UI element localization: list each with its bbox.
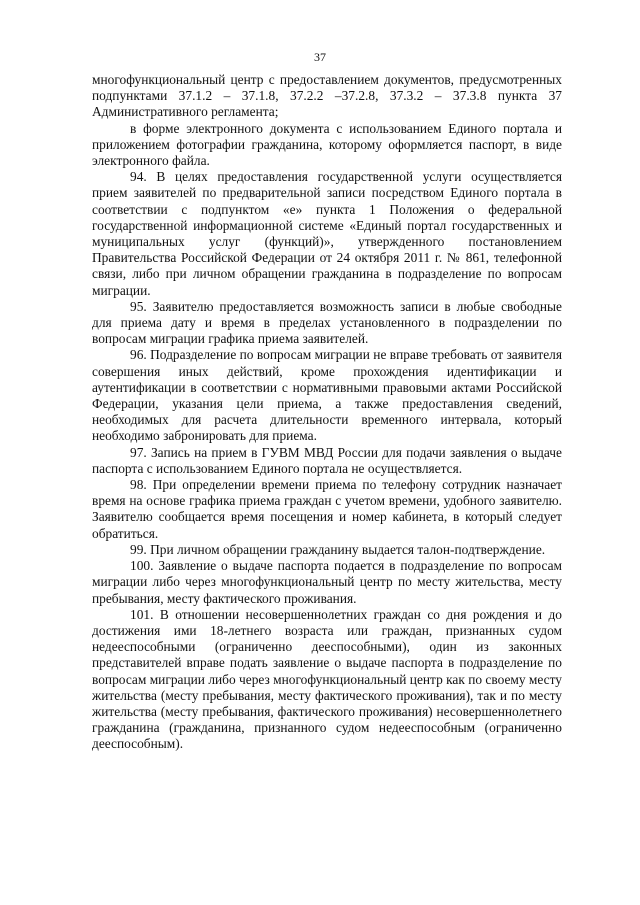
- paragraph-94: 94. В целях предоставления государственной услуги осуществляется прием заявителей по предварительной записи посредством Единого портала в соответствии с подпунктом «е» пункта 1 Положения о федеральной государственной информационной системе «Единый портал государственных и муниципальных услуг (функций)», утвержденного постановлением Правительства Российской Федерации от 24 октября 2011 г. № 861, телефонной связи, либо при личном обращении гражданина в подразделение по вопросам миграции.: [92, 169, 562, 298]
- paragraph-98: 98. При определении времени приема по телефону сотрудник назначает время на основе графика приема граждан с учетом времени, удобного заявителю. Заявителю сообщается время посещения и номер кабинета, в который следует обратиться.: [92, 477, 562, 541]
- paragraph-95: 95. Заявителю предоставляется возможность записи в любые свободные для приема дату и время в пределах установленного в подразделении по вопросам миграции графика приема заявителей.: [92, 298, 562, 347]
- page-number: 37: [314, 50, 326, 64]
- document-body: [92, 72, 562, 753]
- paragraph-99: 99. При личном обращении гражданину выдается талон-подтверждение.: [130, 541, 546, 557]
- paragraph-100: 100. Заявление о выдаче паспорта подается в подразделение по вопросам миграции либо через многофункциональный центр по месту жительства, месту пребывания, месту фактического проживания.: [92, 558, 562, 606]
- paragraph-continuation-multifunctional-center: многофункциональный центр с предоставлением документов, предусмотренных подпунктами 37.1.2 – 37.1.8, 37.2.2 –37.2.8, 37.3.2 – 37.3.8 пункта 37 Административного регламента;: [92, 72, 562, 120]
- paragraph-electronic-document: в форме электронного документа с использованием Единого портала и приложением фотографии гражданина, которому оформляется паспорт, в виде электронного файла.: [92, 120, 562, 169]
- paragraph-101: 101. В отношении несовершеннолетних граждан со дня рождения и до достижения ими 18-летнего возраста или граждан, признанных судом недееспособными (ограниченно дееспособными), один из законных представителей вправе подать заявление о выдаче паспорта в подразделение по вопросам миграции либо через многофункциональный центр как по своему месту жительства (месту пребывания, месту фактического проживания), так и по месту жительства (месту пребывания, фактического проживания) несовершеннолетнего гражданина (гражданина, признанного судом недееспособным (ограниченно дееспособным).: [92, 606, 562, 752]
- paragraph-97: 97. Запись на прием в ГУВМ МВД России для подачи заявления о выдаче паспорта с использованием Единого портала не осуществляется.: [92, 444, 562, 476]
- paragraph-96: 96. Подразделение по вопросам миграции не вправе требовать от заявителя совершения иных действий, кроме прохождения идентификации и аутентификации в соответствии с нормативными правовыми актами Российской Федерации, указания цели приема, а также предоставления сведений, необходимых для расчета длительности временного интервала, который необходимо забронировать для приема.: [92, 347, 562, 444]
